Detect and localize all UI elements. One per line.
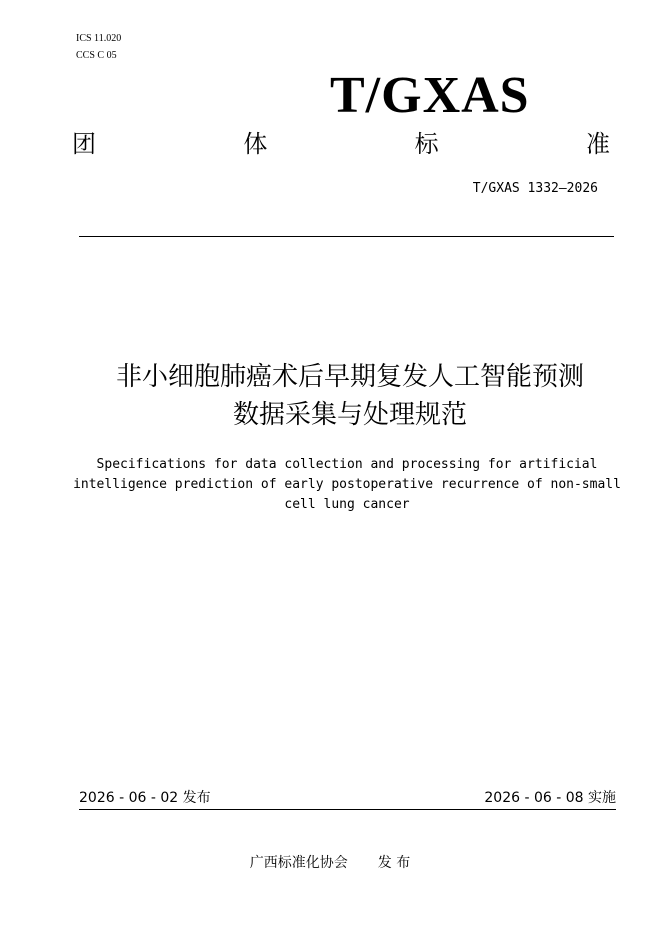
top-divider bbox=[79, 236, 614, 237]
standard-logo: T/GXAS bbox=[330, 67, 530, 124]
ics-code: ICS 11.020 bbox=[76, 33, 122, 44]
english-title bbox=[72, 455, 622, 515]
chinese-title-line-2: 数据采集与处理规范 bbox=[232, 400, 467, 430]
standard-type-heading bbox=[72, 128, 610, 160]
standard-type-char: 准 bbox=[585, 130, 610, 158]
bottom-divider bbox=[79, 809, 616, 810]
standard-type-char: 体 bbox=[243, 130, 268, 158]
issuer-name: 广西标准化协会 bbox=[249, 855, 348, 871]
chinese-title-line-1: 非小细胞肺癌术后早期复发人工智能预测 bbox=[115, 362, 584, 392]
issuer-line bbox=[160, 852, 500, 874]
english-title-line-1: Specifications for data collection and processing for artificial bbox=[96, 457, 598, 472]
standard-number: T/GXAS 1332—2026 bbox=[472, 181, 598, 196]
issue-word: 发 布 bbox=[377, 855, 411, 871]
english-title-line-3: cell lung cancer bbox=[284, 497, 410, 512]
standard-type-char: 标 bbox=[414, 130, 439, 158]
chinese-title bbox=[60, 358, 640, 434]
english-title-line-2: intelligence prediction of early postoperative recurrence of non-small bbox=[73, 477, 621, 492]
ccs-code: CCS C 05 bbox=[76, 50, 117, 61]
standard-type-char: 团 bbox=[72, 130, 96, 158]
publish-date: 2026 - 06 - 02 发布 bbox=[79, 790, 211, 806]
implementation-date: 2026 - 06 - 08 实施 bbox=[484, 790, 616, 806]
